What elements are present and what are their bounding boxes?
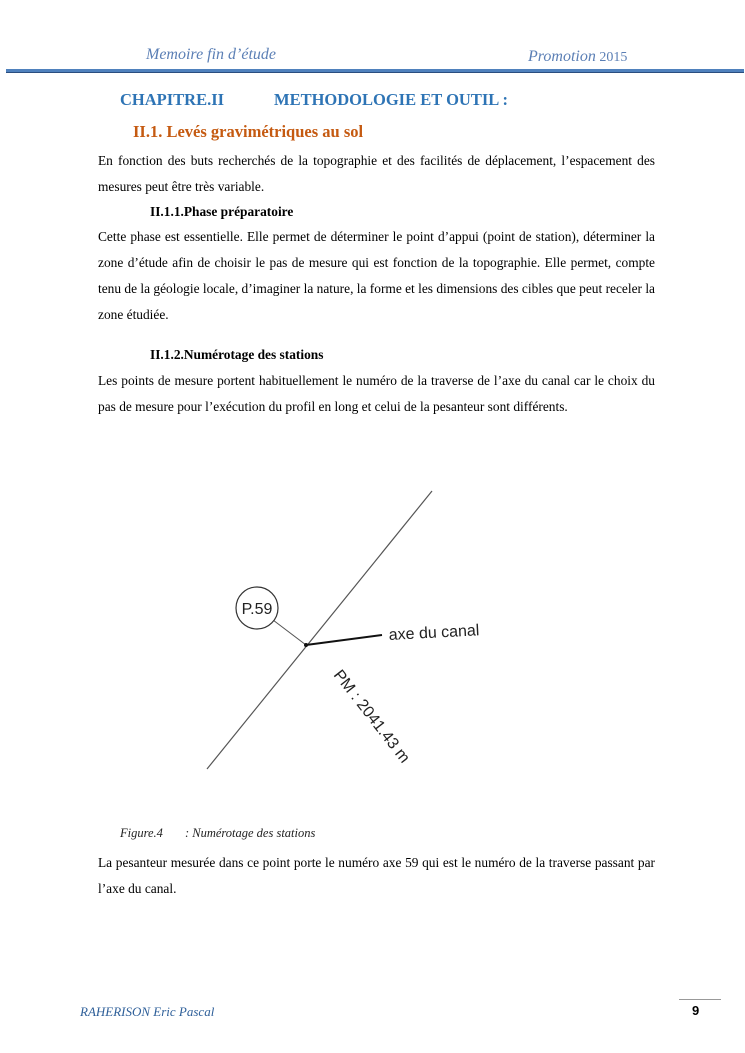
subsection-2-paragraph <box>98 368 655 420</box>
header-promotion-year: 2015 <box>599 50 628 65</box>
subsection-1-paragraph <box>98 224 655 328</box>
figure-caption-number: Figure.4 <box>120 826 163 840</box>
station-point <box>304 643 308 647</box>
subsection-heading-1: II.1.1.Phase préparatoire <box>150 204 294 219</box>
chapter-title: METHODOLOGIE ET OUTIL : <box>274 90 508 109</box>
subsection-heading-2: II.1.2.Numérotage des stations <box>150 347 324 362</box>
subsection-1-text: Cette phase est essentielle. Elle permet de déterminer le point d’appui (point de station), déterminer la zone d’étude afin de choisir le pas de mesure qui est fonction de la topographie. Elle permet, compte tenu de la géologie locale, d’imaginer la nature, la forme et les dimensions des cibles que peut receler la zone étudiée. <box>98 229 655 322</box>
header-rule <box>6 69 744 73</box>
footer-rule <box>679 999 721 1000</box>
conclusion-paragraph <box>98 850 655 902</box>
station-diagram <box>200 485 520 785</box>
canal-axis-arrow <box>306 635 382 645</box>
intro-paragraph <box>98 148 655 200</box>
station-label: P.59 <box>241 601 273 618</box>
conclusion-text: La pesanteur mesurée dans ce point porte le numéro axe 59 qui est le numéro de la traverse passant par l’axe du canal. <box>98 855 655 896</box>
figure-caption <box>120 826 315 841</box>
page-number: 9 <box>692 1003 700 1018</box>
station-figure <box>200 485 520 790</box>
intro-text: En fonction des buts recherchés de la topographie et des facilités de déplacement, l’espacement des mesures peut être très variable. <box>98 153 655 194</box>
chapter-heading <box>120 90 508 110</box>
section-heading: II.1. Levés gravimétriques au sol <box>133 122 364 141</box>
canal-axis-label: axe du canal <box>388 622 480 644</box>
station-connector-line <box>273 620 306 645</box>
header-document-title: Memoire fin d’étude <box>146 46 277 63</box>
footer-author: RAHERISON Eric Pascal <box>80 1004 215 1019</box>
header-promotion-label: Promotion <box>528 48 596 65</box>
chapter-number: CHAPITRE.II <box>120 90 225 109</box>
header-promotion <box>528 48 627 66</box>
pm-distance-label: PM : 2041.43 m <box>329 666 413 767</box>
figure-caption-text: : Numérotage des stations <box>184 826 316 840</box>
subsection-2-text: Les points de mesure portent habituellement le numéro de la traverse de l’axe du canal car le choix du pas de mesure pour l’exécution du profil en long et celui de la pesanteur sont différents. <box>98 373 655 414</box>
